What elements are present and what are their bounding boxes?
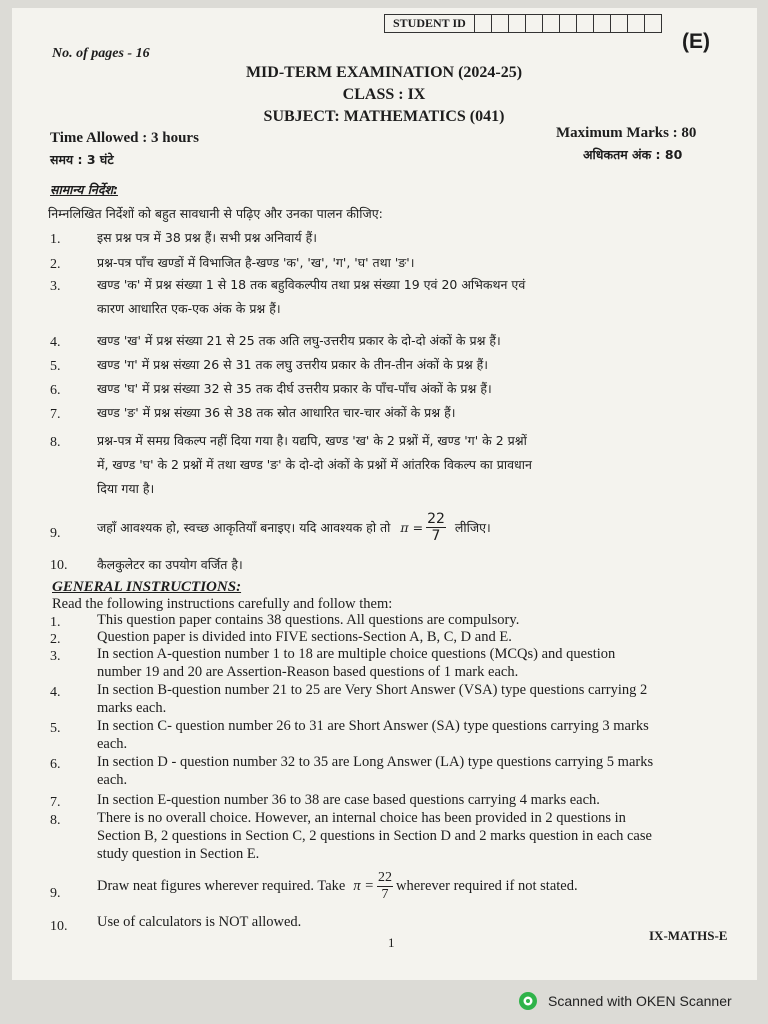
- student-id-cells: [475, 15, 661, 32]
- time-allowed: Time Allowed : 3 hours: [50, 130, 199, 146]
- english-item-number: 2.: [50, 632, 61, 647]
- pi-fraction: [377, 870, 393, 903]
- hindi-item-number: 2.: [50, 257, 61, 272]
- hindi-item-number: 10.: [50, 558, 68, 573]
- english-item-text: each.: [97, 772, 128, 788]
- scanner-label: Scanned with OKEN Scanner: [548, 993, 732, 1009]
- hindi-item-9: [97, 508, 491, 546]
- hindi-item-number: 7.: [50, 407, 61, 422]
- hindi-item-text: खण्ड 'घ' में प्रश्न संख्या 32 से 35 तक दीर्घ उत्तरीय प्रकार के पाँच-पाँच अंकों के प्रश्न हैं।: [97, 381, 492, 396]
- english-item-text: Section B, 2 questions in Section C, 2 questions in Section D and 2 marks question in each case: [97, 828, 652, 844]
- english-item-number: 4.: [50, 685, 61, 700]
- hindi-item-text: प्रश्न-पत्र में समग्र विकल्प नहीं दिया गया है। यद्यपि, खण्ड 'ख' के 2 प्रश्नों में, खण्ड 'ग' के 2 प्रश्नों: [97, 433, 527, 448]
- english-item-number: 3.: [50, 649, 61, 664]
- english-item-text: each.: [97, 736, 128, 752]
- hindi-item-text: प्रश्न-पत्र पाँच खण्डों में विभाजित है-खण्ड 'क', 'ख', 'ग', 'घ' तथा 'ङ'।: [97, 255, 415, 270]
- hindi-item-text: खण्ड 'ग' में प्रश्न संख्या 26 से 31 तक लघु उत्तरीय प्रकार के तीन-तीन अंकों के प्रश्न हैं।: [97, 357, 489, 372]
- hindi-item-text: दिया गया है।: [97, 481, 155, 496]
- hindi-heading: सामान्य निर्देश:: [50, 182, 119, 197]
- hindi-item-9-suffix: लीजिए।: [454, 519, 491, 535]
- english-item-number: 9.: [50, 886, 61, 901]
- page-count: No. of pages - 16: [52, 46, 150, 61]
- english-item-number: 8.: [50, 813, 61, 828]
- english-item-text: In section D - question number 32 to 35 are Long Answer (LA) type questions carrying 5 marks: [97, 754, 654, 770]
- student-id-box: [384, 14, 662, 33]
- english-item-text: marks each.: [97, 700, 167, 716]
- english-item-number: 7.: [50, 795, 61, 810]
- pi-symbol: π =: [353, 877, 375, 894]
- scanner-watermark: [518, 991, 732, 1011]
- english-item-number: 6.: [50, 757, 61, 772]
- general-instructions-heading: GENERAL INSTRUCTIONS:: [52, 579, 242, 595]
- english-item-9-text: Draw neat figures wherever required. Take: [97, 877, 346, 894]
- hindi-intro: निम्नलिखित निर्देशों को बहुत सावधानी से पढ़िए और उनका पालन कीजिए:: [48, 206, 383, 221]
- english-item-number: 5.: [50, 721, 61, 736]
- hindi-item-number: 9.: [50, 526, 61, 541]
- hindi-item-number: 1.: [50, 232, 61, 247]
- hindi-item-number: 5.: [50, 359, 61, 374]
- pi-symbol: π =: [400, 519, 424, 535]
- student-id-cell: [594, 15, 611, 32]
- student-id-cell: [645, 15, 661, 32]
- english-item-9: [97, 867, 578, 905]
- student-id-cell: [475, 15, 492, 32]
- pi-fraction: [426, 511, 446, 544]
- fraction-numerator: 22: [427, 510, 445, 527]
- english-item-10: Use of calculators is NOT allowed.: [97, 914, 302, 930]
- hindi-item-text: में, खण्ड 'घ' के 2 प्रश्नों में तथा खण्ड 'ङ' के दो-दो अंकों के प्रश्नों में आंतरिक विकल्प का प्रावधान: [97, 457, 532, 472]
- hindi-item-number: 6.: [50, 383, 61, 398]
- maximum-marks-hindi: अधिकतम अंक : 80: [583, 147, 683, 162]
- student-id-cell: [611, 15, 628, 32]
- english-item-text: In section E-question number 36 to 38 are case based questions carrying 4 marks each.: [97, 792, 600, 808]
- english-item-text: number 19 and 20 are Assertion-Reason based questions of 1 mark each.: [97, 664, 519, 680]
- english-item-text: study question in Section E.: [97, 846, 260, 862]
- student-id-cell: [543, 15, 560, 32]
- exam-title: MID-TERM EXAMINATION (2024-25): [245, 64, 523, 81]
- student-id-label: STUDENT ID: [385, 15, 475, 32]
- fraction-denominator: 7: [381, 886, 389, 902]
- time-allowed-hindi: समय : 3 घंटे: [50, 152, 114, 167]
- english-item-text: This question paper contains 38 questions. All questions are compulsory.: [97, 612, 520, 628]
- english-item-text: In section B-question number 21 to 25 are Very Short Answer (VSA) type questions carrying 2: [97, 682, 648, 698]
- student-id-cell: [492, 15, 509, 32]
- student-id-cell: [577, 15, 594, 32]
- english-item-text: Question paper is divided into FIVE sections-Section A, B, C, D and E.: [97, 629, 512, 645]
- english-item-number: 10.: [50, 919, 68, 934]
- student-id-cell: [509, 15, 526, 32]
- hindi-item-number: 3.: [50, 279, 61, 294]
- student-id-cell: [628, 15, 645, 32]
- hindi-item-number: 8.: [50, 435, 61, 450]
- hindi-item-9-text: जहाँ आवश्यक हो, स्वच्छ आकृतियाँ बनाइए। यदि आवश्यक हो तो: [97, 519, 391, 535]
- subject-label: SUBJECT: MATHEMATICS (041): [263, 108, 505, 125]
- maximum-marks: Maximum Marks : 80: [556, 125, 697, 141]
- fraction-denominator: 7: [431, 527, 441, 544]
- hindi-item-number: 4.: [50, 335, 61, 350]
- class-label: CLASS : IX: [342, 86, 426, 103]
- hindi-item-10: कैलकुलेटर का उपयोग वर्जित है।: [97, 557, 243, 572]
- page-number: 1: [388, 935, 395, 950]
- english-item-9-suffix: wherever required if not stated.: [396, 877, 578, 894]
- oken-scanner-logo-icon: [518, 991, 538, 1011]
- hindi-item-text: इस प्रश्न पत्र में 38 प्रश्न हैं। सभी प्रश्न अनिवार्य हैं।: [97, 230, 317, 245]
- student-id-cell: [560, 15, 577, 32]
- english-item-number: 1.: [50, 615, 61, 630]
- footer-code: IX-MATHS-E: [649, 928, 728, 943]
- english-intro: Read the following instructions carefully and follow them:: [52, 596, 393, 612]
- english-item-text: There is no overall choice. However, an internal choice has been provided in 2 questions in: [97, 810, 626, 826]
- english-item-text: In section A-question number 1 to 18 are multiple choice questions (MCQs) and question: [97, 646, 616, 662]
- paper-code: (E): [682, 30, 710, 53]
- hindi-item-text: खण्ड 'ख' में प्रश्न संख्या 21 से 25 तक अति लघु-उत्तरीय प्रकार के दो-दो अंकों के प्रश्न हैं।: [97, 333, 501, 348]
- hindi-item-text: खण्ड 'क' में प्रश्न संख्या 1 से 18 तक बहुविकल्पीय तथा प्रश्न संख्या 19 एवं 20 अभिकथन एवं: [97, 277, 526, 292]
- student-id-cell: [526, 15, 543, 32]
- hindi-item-text: कारण आधारित एक-एक अंक के प्रश्न हैं।: [97, 301, 281, 316]
- fraction-numerator: 22: [378, 869, 393, 885]
- hindi-item-text: खण्ड 'ङ' में प्रश्न संख्या 36 से 38 तक स्रोत आधारित चार-चार अंकों के प्रश्न हैं।: [97, 405, 456, 420]
- english-item-text: In section C- question number 26 to 31 are Short Answer (SA) type questions carrying 3 marks: [97, 718, 649, 734]
